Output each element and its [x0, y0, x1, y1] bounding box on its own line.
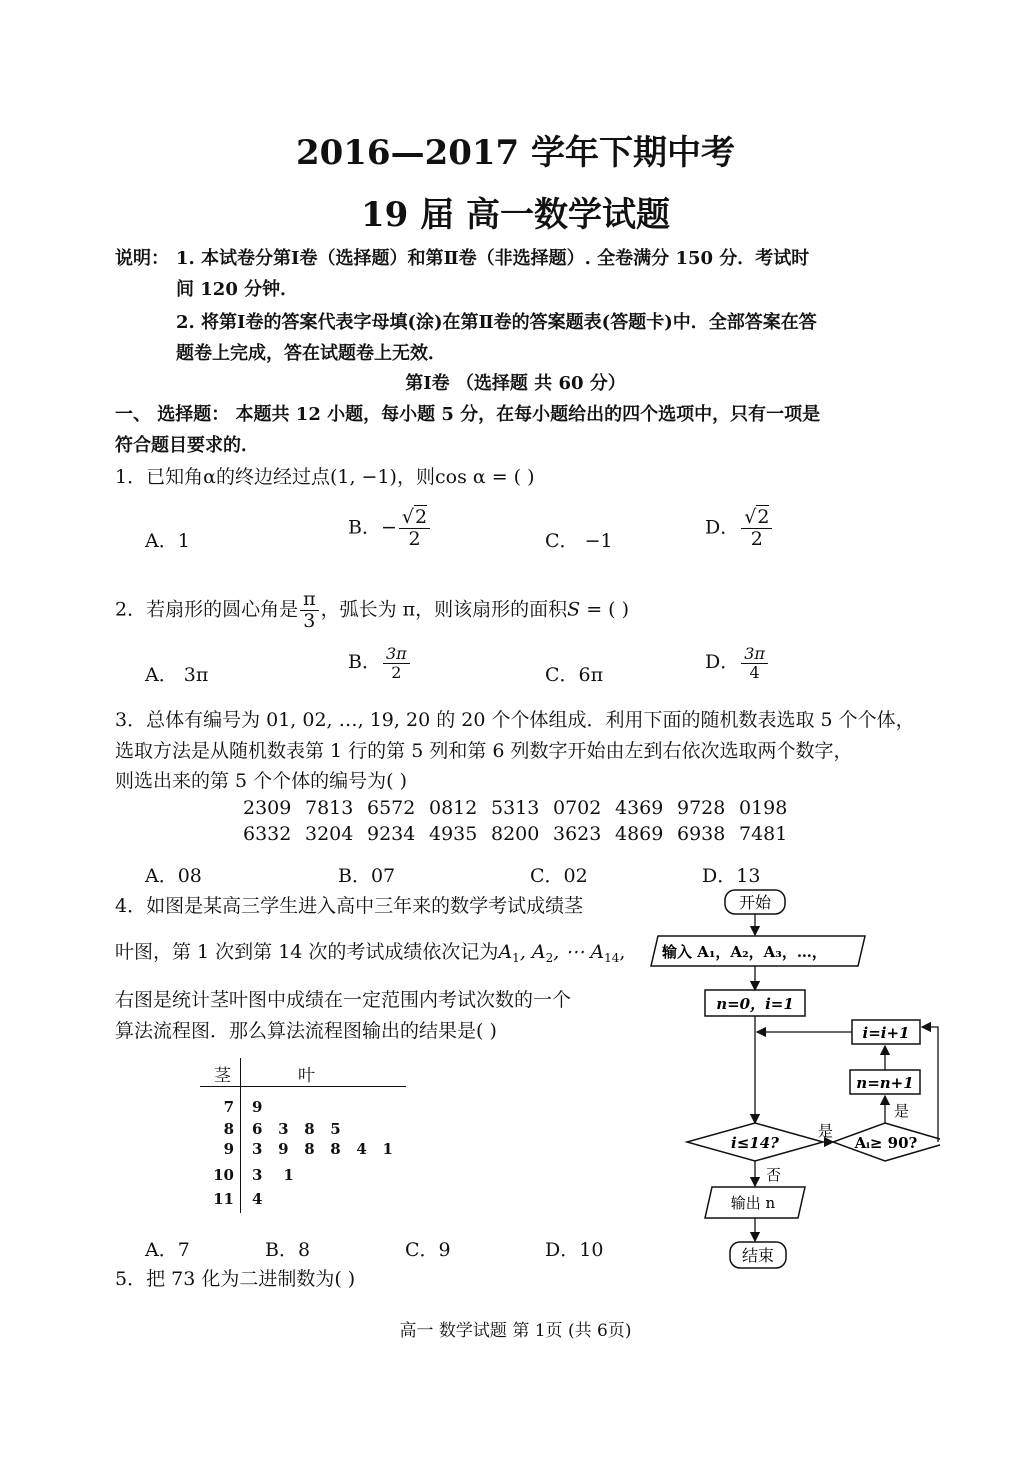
q1-option-a[interactable]: A．1 [145, 530, 190, 552]
flow-increment-i-label: i=i+1 [862, 1024, 910, 1042]
table-cell: 4935 [429, 823, 478, 845]
q1-option-c[interactable]: C． −1 [545, 530, 613, 552]
flow-no-label: 否 [766, 1166, 782, 1184]
instructions-line2b: 题卷上完成，答在试题卷上无效． [176, 343, 446, 364]
question-4-line2: 叶图，第 1 次到第 14 次的考试成绩依次记为$A_1$, $A_2$, ⋯ $A_{14}$, [115, 941, 626, 965]
table-cell: 5313 [491, 797, 540, 819]
stem-value: 8 [223, 1120, 234, 1138]
q4-sub-14: 14 [604, 951, 620, 965]
table-cell: 4369 [615, 797, 664, 819]
flow-init-label: n=0，i=1 [716, 995, 794, 1013]
table-cell: 0812 [429, 797, 478, 819]
section-intro-1: 一、 选择题： 本题共 12 小题，每小题 5 分，在每小题给出的四个选项中，只有一项是 [115, 404, 821, 425]
leaf-values: 6 3 8 5 [252, 1120, 341, 1138]
table-cell: 6938 [677, 823, 726, 845]
question-1-stem [115, 462, 535, 489]
question-4-line4: 算法流程图．那么算法流程图输出的结果是( ) [115, 1020, 497, 1042]
q4-option-d[interactable]: D．10 [545, 1239, 604, 1261]
q1-d-label: D． [705, 516, 740, 539]
table-cell: 3623 [553, 823, 602, 845]
leaf-values: 9 [252, 1098, 263, 1116]
q2-b-label: B． [348, 651, 381, 674]
q3-option-b[interactable]: B．07 [338, 865, 396, 887]
stem-header: 茎 [214, 1066, 231, 1086]
q1-b-label: B． [348, 516, 381, 539]
table-cell: 7481 [739, 823, 788, 845]
algorithm-flowchart [640, 880, 940, 1280]
plot-vertical-rule [240, 1058, 241, 1213]
table-row [243, 795, 801, 821]
q2-d-num: 3π [741, 645, 768, 664]
instructions-line1b: 间 120 分钟． [176, 279, 299, 300]
flow-end-label: 结束 [741, 1246, 775, 1265]
q2-option-b[interactable] [348, 645, 412, 681]
question-4-line1: 4．如图是某高三学生进入高中三年来的数学考试成绩茎 [115, 895, 584, 917]
q1-point: (1, −1) [329, 466, 397, 488]
question-3-line3: 则选出来的第 5 个个体的编号为( ) [115, 770, 408, 792]
plot-header-rule [200, 1086, 406, 1087]
leaf-header: 叶 [298, 1066, 315, 1086]
flow-output-label: 输出 n [730, 1194, 776, 1212]
flow-yes-label-2: 是 [894, 1102, 910, 1120]
question-3-line2: 选取方法是从随机数表第 1 行的第 5 列和第 6 列数字开始由左到右依次选取两个数字， [115, 740, 853, 762]
q2-symbol-s: S [567, 598, 581, 621]
q2-option-a[interactable]: A． 3π [145, 664, 209, 686]
q1-stem-b: 的终边经过点 [215, 466, 330, 488]
q2-option-c[interactable]: C．6π [545, 664, 604, 686]
table-row [243, 821, 801, 847]
leaf-values: 3 9 8 8 4 1 [252, 1140, 393, 1158]
q2-frac-num: π [300, 589, 319, 611]
stem-value: 9 [223, 1140, 234, 1158]
table-cell: 8200 [491, 823, 540, 845]
q1-d-num: 2 [757, 506, 770, 528]
q1-b-sign: − [380, 516, 397, 539]
q1-d-fraction: $\frac{√2}{2}$ [741, 507, 772, 550]
instructions-line2: 2. 将第Ⅰ卷的答案代表字母填(涂)在第Ⅱ卷的答案题表(答题卡)中．全部答案在答 [176, 312, 817, 333]
instructions-prefix: 说明： [115, 248, 169, 269]
q4-sub-1: 1 [512, 951, 520, 965]
stem-value: 11 [213, 1190, 234, 1208]
stem-value: 10 [213, 1166, 234, 1184]
question-2-stem [115, 589, 629, 632]
flow-start-label: 开始 [738, 893, 772, 912]
random-number-table [243, 795, 801, 847]
q4-seq-a1: A [498, 941, 513, 963]
flow-yes-label-1: 是 [818, 1122, 834, 1140]
q4-sub-2: 2 [545, 951, 554, 965]
q1-d-den: 2 [750, 527, 763, 550]
q2-d-label: D． [705, 651, 740, 674]
table-cell: 2309 [243, 797, 292, 819]
q1-stem-a: 1．已知角 [115, 466, 204, 488]
q4-seq-a2: , A [519, 941, 546, 963]
q2-d-fraction [741, 645, 768, 681]
q2-d-den: 4 [749, 662, 760, 682]
table-cell: 4869 [615, 823, 664, 845]
q1-stem-c: ，则 [396, 466, 435, 488]
table-cell: 3204 [305, 823, 354, 845]
q3-option-c[interactable]: C．02 [530, 865, 588, 887]
q2-b-num: 3π [383, 645, 410, 664]
section-heading: 第Ⅰ卷 （选择题 共 60 分） [405, 373, 626, 394]
q2-option-d[interactable] [705, 645, 770, 681]
table-cell: 9234 [367, 823, 416, 845]
q2-stem-a: 2．若扇形的圆心角是 [115, 598, 299, 621]
table-cell: 6572 [367, 797, 416, 819]
q2-frac-den: 3 [303, 609, 316, 632]
q1-b-num: 2 [415, 506, 428, 528]
question-5-stem: 5．把 73 化为二进制数为( ) [115, 1268, 356, 1290]
q3-option-d[interactable]: D．13 [702, 865, 761, 887]
table-cell: 0198 [739, 797, 788, 819]
q2-stem-c: = ( ) [580, 598, 630, 621]
flow-condition-a-label: Aᵢ≥ 90? [854, 1134, 918, 1152]
flow-condition-i-label: i≤14? [731, 1134, 779, 1152]
stem-value: 7 [223, 1098, 234, 1116]
q1-b-den: 2 [408, 527, 421, 550]
q4-option-a[interactable]: A．7 [145, 1239, 190, 1261]
q1-expr: cos α = ( ) [434, 466, 535, 488]
stem-leaf-plot [200, 1058, 410, 1218]
flow-input-label: 输入 A₁，A₂，A₃，…， [662, 943, 827, 961]
question-3-line1: 3．总体有编号为 01, 02, …, 19, 20 的 20 个个体组成．利用下面的随机数表选取 5 个个体， [115, 709, 915, 731]
table-cell: 7813 [305, 797, 354, 819]
q2-stem-b: ，弧长为 π，则该扇形的面积 [320, 598, 568, 621]
section-intro-2: 符合题目要求的． [115, 435, 259, 456]
q4-option-c[interactable]: C．9 [405, 1239, 451, 1261]
q1-option-d[interactable] [705, 507, 774, 550]
page-footer: 高一 数学试题 第 1页 (共 6页) [399, 1321, 632, 1341]
table-cell: 0702 [553, 797, 602, 819]
leaf-values: 3 1 [252, 1166, 294, 1184]
q2-b-den: 2 [391, 662, 402, 682]
exam-title: 2016—2017 学年下期中考 [295, 133, 736, 173]
q1-option-b[interactable] [348, 507, 432, 550]
q1-b-fraction: $\frac{√2}{2}$ [399, 507, 430, 550]
q3-option-a[interactable]: A．08 [145, 865, 202, 887]
question-4-line3: 右图是统计茎叶图中成绩在一定范围内考试次数的一个 [115, 989, 572, 1011]
q4-line2-text: 叶图，第 1 次到第 14 次的考试成绩依次记为 [115, 941, 499, 963]
exam-subtitle: 19 届 高一数学试题 [361, 195, 670, 235]
leaf-values: 4 [252, 1190, 263, 1208]
flow-increment-n-label: n=n+1 [856, 1074, 914, 1092]
table-cell: 9728 [677, 797, 726, 819]
q4-seq-a14: , ⋯ A [553, 941, 605, 963]
q2-b-fraction [383, 645, 410, 681]
table-cell: 6332 [243, 823, 292, 845]
q2-angle-fraction [300, 589, 319, 632]
q1-alpha: α [203, 466, 216, 488]
instructions-line1: 1. 本试卷分第Ⅰ卷（选择题）和第Ⅱ卷（非选择题）. 全卷满分 150 分．考试时 [176, 248, 810, 269]
q4-option-b[interactable]: B．8 [265, 1239, 311, 1261]
